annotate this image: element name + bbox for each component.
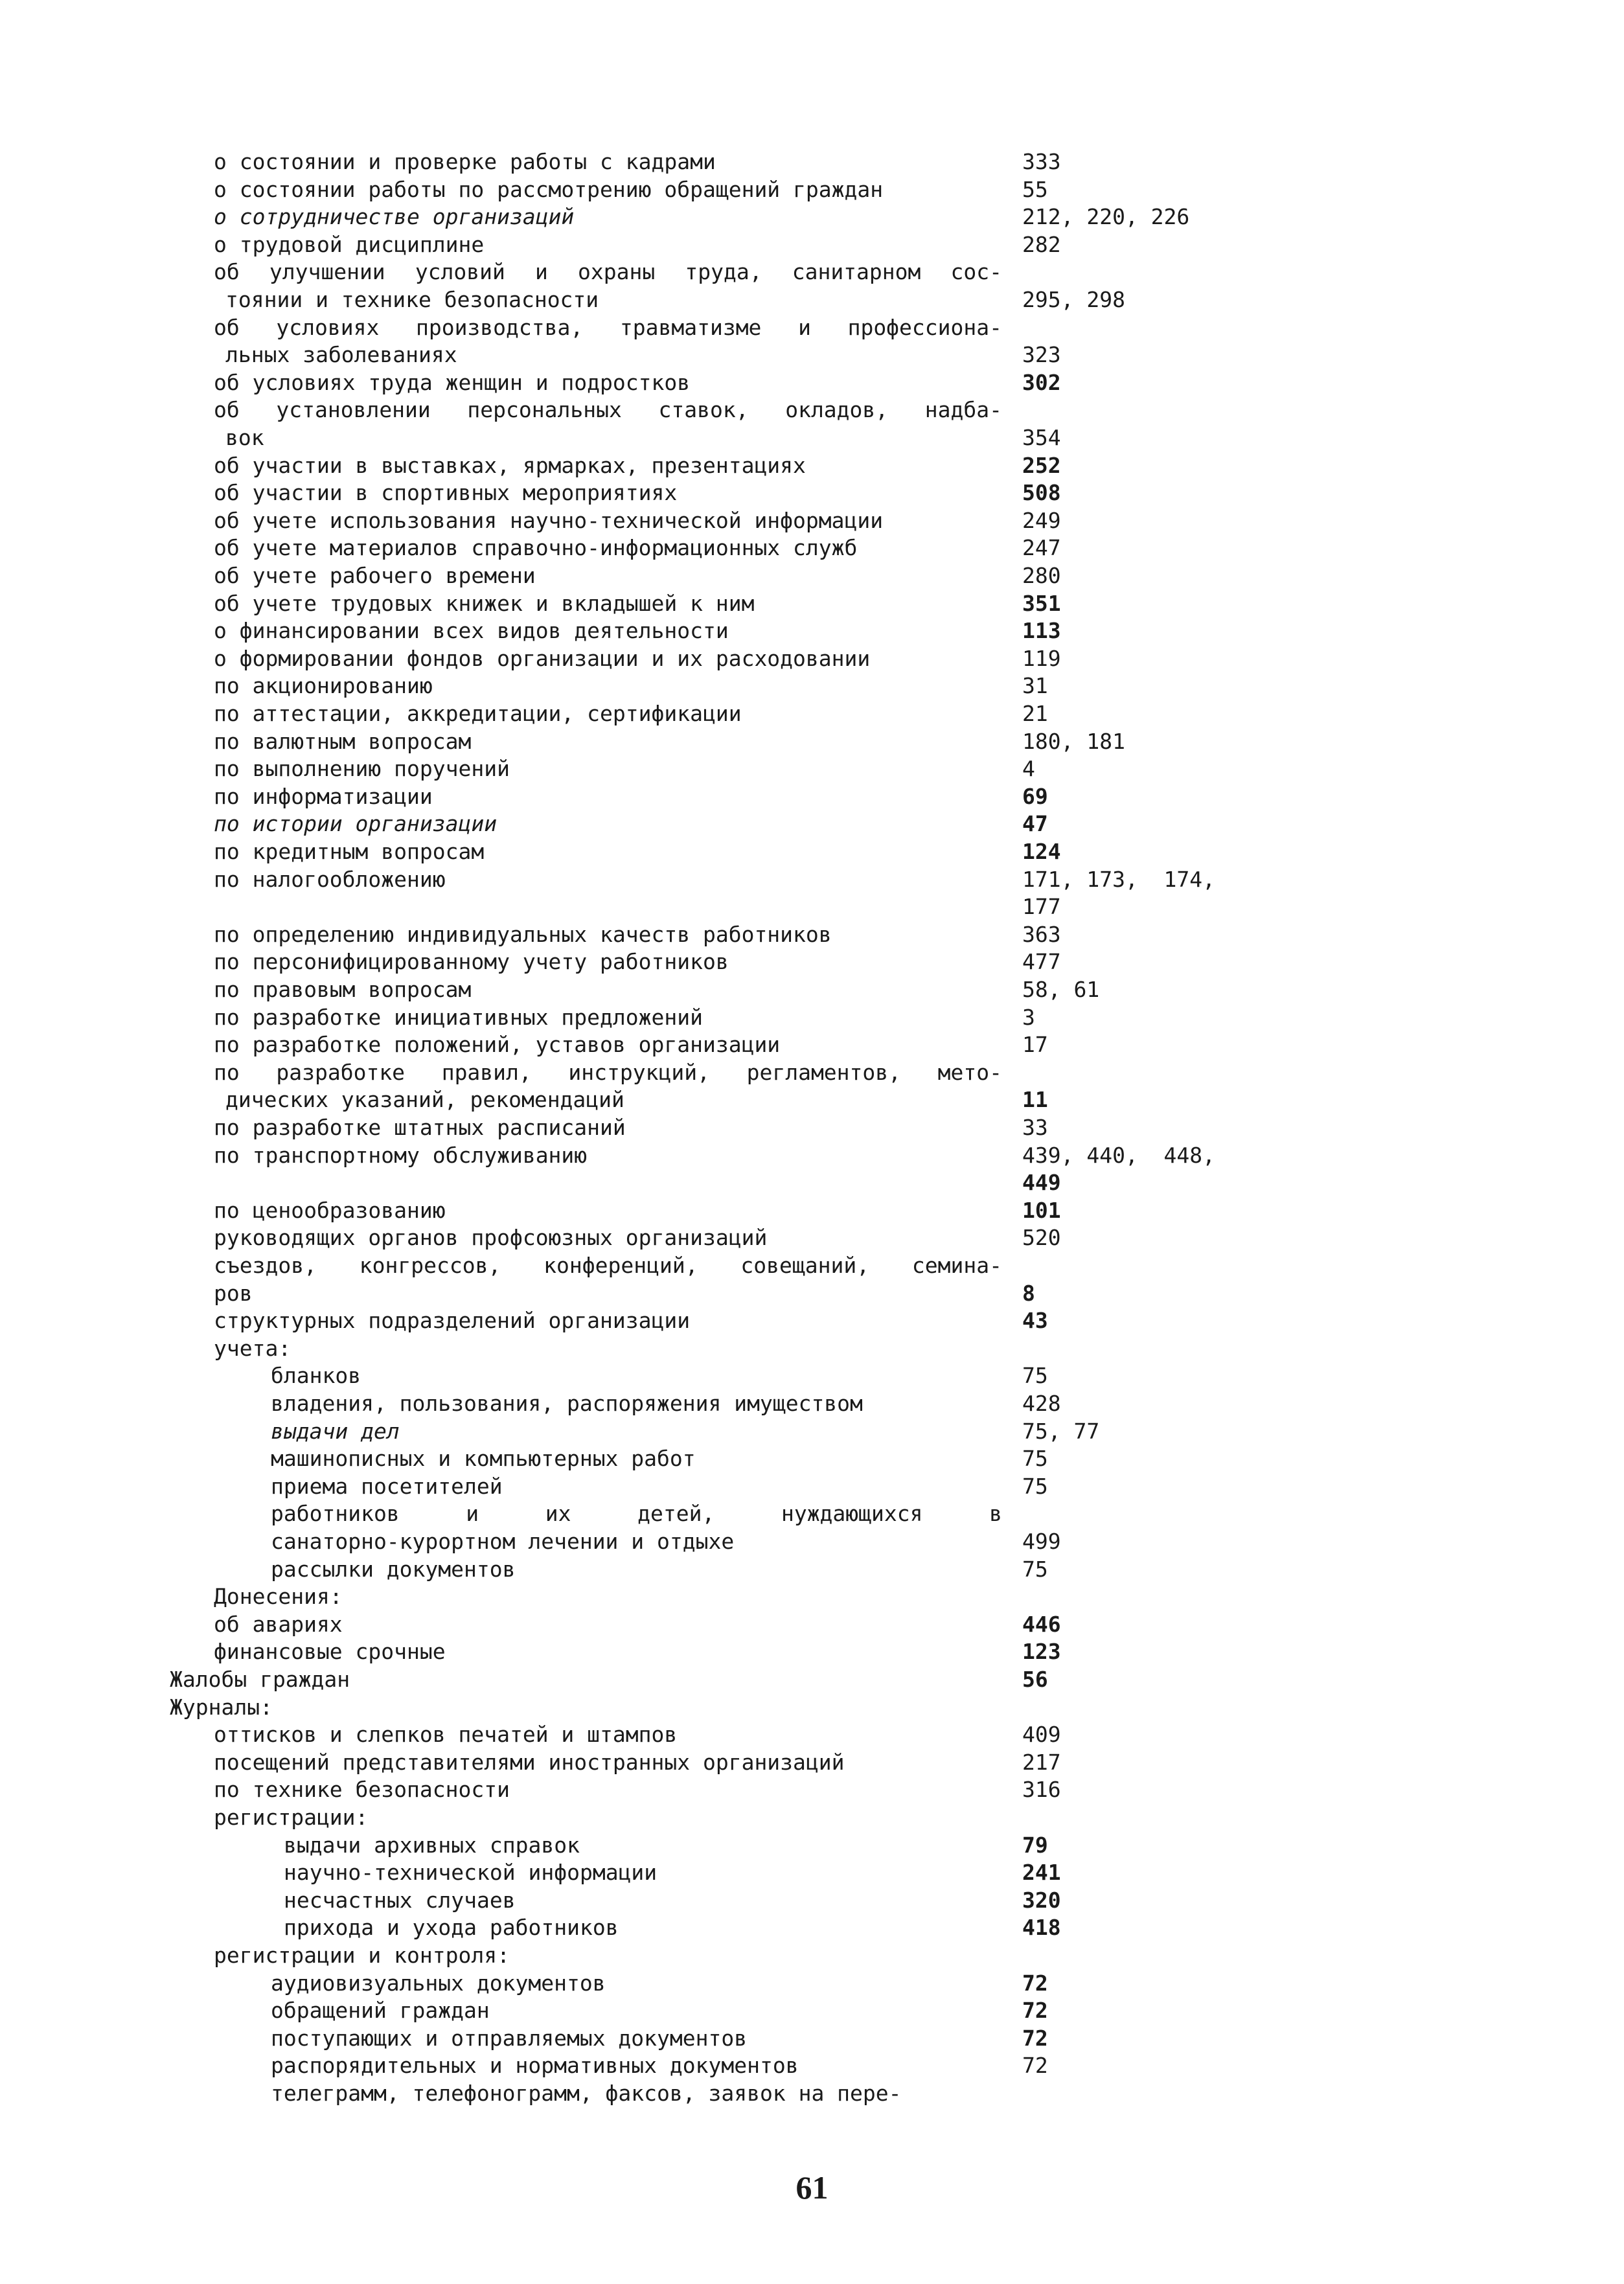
entry-page-numbers: 113 xyxy=(1022,618,1061,644)
entry-text: по кредитным вопросам xyxy=(214,839,485,864)
entry-page-numbers: 418 xyxy=(1022,1915,1061,1941)
entry-page-numbers: 217 xyxy=(1022,1749,1061,1775)
entry-page-numbers: 247 xyxy=(1022,535,1061,561)
entry-page-numbers: 241 xyxy=(1022,1860,1061,1886)
entry-text: по технике безопасности xyxy=(214,1777,510,1803)
entry-text: обращений граждан xyxy=(271,1998,490,2024)
entry-text: приема посетителей xyxy=(271,1473,503,1499)
entry-text: регистрации: xyxy=(214,1805,369,1830)
entry-page-numbers: 428 xyxy=(1022,1391,1061,1416)
entry-text: по истории организации xyxy=(214,811,497,837)
entry-text: владения, пользования, распоряжения имуществом xyxy=(271,1391,863,1416)
entry-page-numbers: 58, 61 xyxy=(1022,977,1100,1002)
entry-text: по налогообложению xyxy=(214,866,446,892)
entry-page-numbers: 11 xyxy=(1022,1087,1048,1113)
entry-page-numbers: 351 xyxy=(1022,590,1061,616)
entry-page-numbers: 47 xyxy=(1022,811,1048,837)
entry-text: вок xyxy=(225,425,264,450)
entry-text: об учете материалов справочно-информационных служб xyxy=(214,535,858,561)
entry-page-numbers: 323 xyxy=(1022,342,1061,368)
entry-page-numbers: 72 xyxy=(1022,2025,1048,2051)
entry-page-numbers: 363 xyxy=(1022,921,1061,947)
entry-text: по валютным вопросам xyxy=(214,728,472,754)
entry-page-numbers: 31 xyxy=(1022,673,1048,699)
entry-text: распорядительных и нормативных документов xyxy=(271,2053,799,2079)
entry-text: выдачи дел xyxy=(271,1418,400,1444)
entry-page-numbers: 72 xyxy=(1022,2053,1048,2079)
entry-page-numbers: 212, 220, 226 xyxy=(1022,204,1190,230)
entry-page-numbers: 101 xyxy=(1022,1197,1061,1223)
entry-page-numbers: 333 xyxy=(1022,149,1061,174)
entry-text: о сотрудничестве организаций xyxy=(214,204,575,230)
entry-text: финансовые срочные xyxy=(214,1639,446,1665)
entry-page-numbers: 75 xyxy=(1022,1446,1048,1472)
entry-page-numbers: 302 xyxy=(1022,369,1061,395)
entry-page-numbers: 75, 77 xyxy=(1022,1418,1100,1444)
entry-text: по правовым вопросам xyxy=(214,977,472,1002)
entry-page-numbers: 439, 440, 448, xyxy=(1022,1142,1216,1168)
entry-text: по ценообразованию xyxy=(214,1197,446,1223)
entry-page-numbers: 69 xyxy=(1022,783,1048,809)
entry-page-numbers: 177 xyxy=(1022,894,1061,920)
entry-text: об учете использования научно-технической информации xyxy=(214,507,884,533)
entry-text: об улучшении условий и охраны труда, санитарном сос- xyxy=(214,259,1002,285)
entry-text: по аттестации, аккредитации, сертификации xyxy=(214,701,742,726)
entry-text: санаторно-курортном лечении и отдыхе xyxy=(271,1529,735,1554)
entry-page-numbers: 55 xyxy=(1022,176,1048,202)
entry-text: бланков xyxy=(271,1363,361,1389)
entry-text: о состоянии и проверке работы с кадрами xyxy=(214,149,716,174)
entry-text: регистрации и контроля: xyxy=(214,1943,510,1968)
entry-text: об участии в выставках, ярмарках, презентациях xyxy=(214,452,806,478)
entry-text: по персонифицированному учету работников xyxy=(214,949,729,975)
entry-text: тоянии и технике безопасности xyxy=(225,287,599,312)
entry-page-numbers: 75 xyxy=(1022,1363,1048,1389)
entry-page-numbers: 33 xyxy=(1022,1115,1048,1140)
entry-text: об установлении персональных ставок, окладов, надба- xyxy=(214,397,1002,423)
entry-page-numbers: 320 xyxy=(1022,1887,1061,1913)
entry-text: несчастных случаев xyxy=(284,1887,516,1913)
entry-text: Журналы: xyxy=(170,1694,273,1720)
entry-text: выдачи архивных справок xyxy=(284,1832,580,1858)
entry-page-numbers: 8 xyxy=(1022,1280,1035,1306)
entry-text: машинописных и компьютерных работ xyxy=(271,1446,696,1472)
entry-page-numbers: 449 xyxy=(1022,1170,1061,1196)
entry-page-numbers: 171, 173, 174, xyxy=(1022,866,1216,892)
entry-text: структурных подразделений организации xyxy=(214,1308,691,1334)
entry-text: телеграмм, телефонограмм, факсов, заявок на пере- xyxy=(271,2081,902,2106)
entry-page-numbers: 520 xyxy=(1022,1225,1061,1251)
entry-page-numbers: 180, 181 xyxy=(1022,728,1125,754)
entry-page-numbers: 123 xyxy=(1022,1639,1061,1665)
entry-text: по акционированию xyxy=(214,673,433,699)
entry-text: о формировании фондов организации и их расходовании xyxy=(214,645,871,671)
entry-text: дических указаний, рекомендаций xyxy=(225,1087,624,1113)
entry-page-numbers: 75 xyxy=(1022,1556,1048,1582)
entry-page-numbers: 280 xyxy=(1022,563,1061,588)
entry-text: об учете трудовых книжек и вкладышей к ним xyxy=(214,590,755,616)
entry-text: Жалобы граждан xyxy=(170,1667,350,1692)
entry-text: работников и их детей, нуждающихся в xyxy=(271,1501,1002,1527)
entry-text: руководящих органов профсоюзных организаций xyxy=(214,1225,768,1251)
entry-text: оттисков и слепков печатей и штампов xyxy=(214,1722,678,1748)
entry-text: о трудовой дисциплине xyxy=(214,231,485,257)
entry-page-numbers: 409 xyxy=(1022,1722,1061,1748)
entry-text: рассылки документов xyxy=(271,1556,516,1582)
entry-page-numbers: 354 xyxy=(1022,425,1061,450)
entry-page-numbers: 295, 298 xyxy=(1022,287,1125,312)
entry-text: по определению индивидуальных качеств работников xyxy=(214,921,832,947)
entry-page-numbers: 72 xyxy=(1022,1998,1048,2024)
entry-text: по транспортному обслуживанию xyxy=(214,1142,588,1168)
entry-page-numbers: 75 xyxy=(1022,1473,1048,1499)
entry-text: по информатизации xyxy=(214,783,433,809)
entry-text: съездов, конгрессов, конференций, совещаний, семина- xyxy=(214,1253,1002,1278)
entry-page-numbers: 249 xyxy=(1022,507,1061,533)
entry-page-numbers: 252 xyxy=(1022,452,1061,478)
entry-page-numbers: 3 xyxy=(1022,1004,1035,1030)
entry-page-numbers: 43 xyxy=(1022,1308,1048,1334)
entry-text: об условиях производства, травматизме и профессиона- xyxy=(214,314,1002,340)
entry-page-numbers: 508 xyxy=(1022,480,1061,506)
entry-page-numbers: 72 xyxy=(1022,1970,1048,1996)
entry-text: об авариях xyxy=(214,1611,343,1637)
entry-text: по разработке инициативных предложений xyxy=(214,1004,703,1030)
entry-text: о финансировании всех видов деятельности xyxy=(214,618,729,644)
entry-text: по разработке положений, уставов организации xyxy=(214,1032,781,1058)
entry-text: научно-технической информации xyxy=(284,1860,658,1886)
entry-page-numbers: 477 xyxy=(1022,949,1061,975)
entry-text: по разработке правил, инструкций, регламентов, мето- xyxy=(214,1059,1002,1085)
entry-page-numbers: 119 xyxy=(1022,645,1061,671)
page-number: 61 xyxy=(795,2169,829,2206)
entry-page-numbers: 4 xyxy=(1022,756,1035,782)
entry-text: об условиях труда женщин и подростков xyxy=(214,369,691,395)
entry-text: льных заболеваниях xyxy=(225,342,457,368)
entry-text: по выполнению поручений xyxy=(214,756,510,782)
entry-page-numbers: 21 xyxy=(1022,701,1048,726)
entry-page-numbers: 124 xyxy=(1022,839,1061,864)
entry-text: учета: xyxy=(214,1335,292,1361)
entry-text: об учете рабочего времени xyxy=(214,563,536,588)
entry-page-numbers: 446 xyxy=(1022,1611,1061,1637)
entry-text: по разработке штатных расписаний xyxy=(214,1115,626,1140)
entry-page-numbers: 56 xyxy=(1022,1667,1048,1692)
entry-text: посещений представителями иностранных организаций xyxy=(214,1749,845,1775)
entry-page-numbers: 499 xyxy=(1022,1529,1061,1554)
entry-page-numbers: 282 xyxy=(1022,231,1061,257)
entry-text: ров xyxy=(214,1280,253,1306)
entry-text: о состоянии работы по рассмотрению обращений граждан xyxy=(214,176,884,202)
entry-text: прихода и ухода работников xyxy=(284,1915,619,1941)
entry-text: об участии в спортивных мероприятиях xyxy=(214,480,678,506)
entry-text: Донесения: xyxy=(214,1584,343,1610)
entry-page-numbers: 17 xyxy=(1022,1032,1048,1058)
entry-page-numbers: 316 xyxy=(1022,1777,1061,1803)
entry-page-numbers: 79 xyxy=(1022,1832,1048,1858)
entry-text: поступающих и отправляемых документов xyxy=(271,2025,748,2051)
entry-text: аудиовизуальных документов xyxy=(271,1970,606,1996)
